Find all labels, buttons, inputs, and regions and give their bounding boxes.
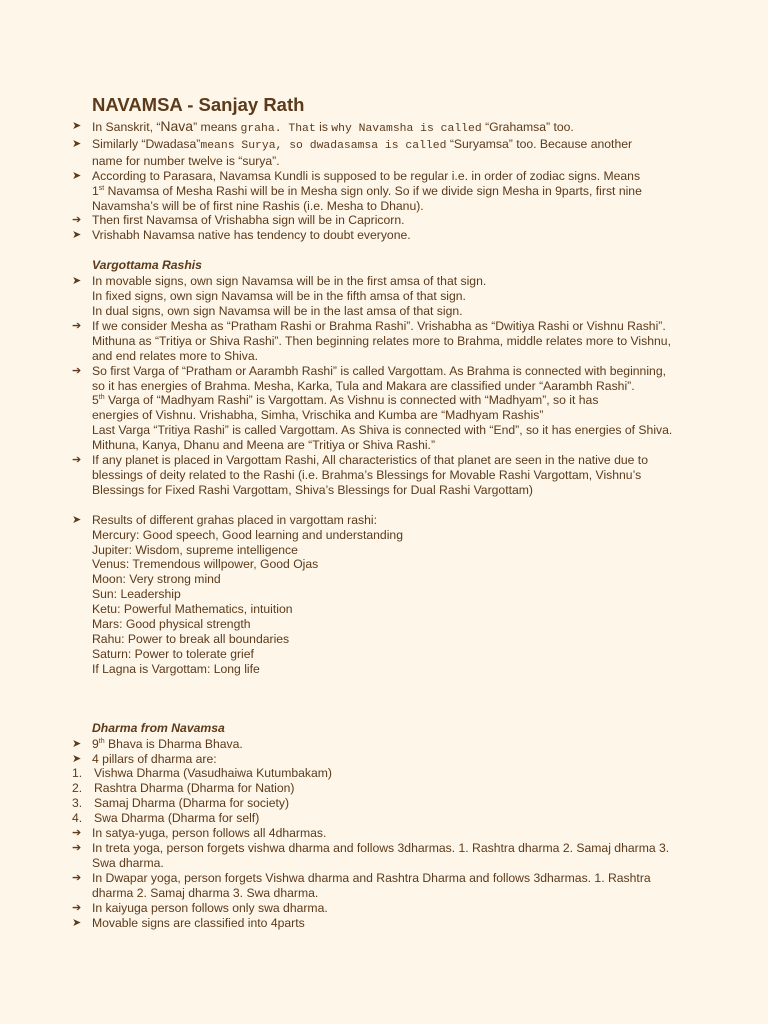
list-item: ➤ Vrishabh Navamsa native has tendency to doubt everyone. (72, 228, 411, 243)
arrow-bullet-icon: ➔ (72, 364, 82, 377)
list-item: ➔ In kaiyuga person follows only swa dharma. (72, 900, 328, 915)
section-heading-dharma: Dharma from Navamsa (92, 720, 225, 735)
arrow-bullet-icon: ➔ (72, 454, 82, 467)
result-line: Saturn: Power to tolerate grief (92, 646, 254, 661)
arrow-bullet-icon: ➔ (72, 827, 82, 840)
list-item-continuation: blessings of deity related to the Rashi (i.e. Brahma’s Blessings for Movable Rashi Vargottam, Vishnu’s (92, 467, 642, 482)
numbered-item: 1. Vishwa Dharma (Vasudhaiwa Kutumbakam) (72, 766, 332, 781)
result-line: If Lagna is Vargottam: Long life (92, 661, 260, 676)
list-item-continuation: 1st Navamsa of Mesha Rashi will be in Mesha sign only. So if we divide sign Mesha in 9parts, first nine (92, 183, 642, 198)
numbered-item: 2. Rashtra Dharma (Dharma for Nation) (72, 781, 295, 796)
list-item-continuation: In dual signs, own sign Navamsa will be in the last amsa of that sign. (92, 303, 463, 318)
result-line: Mercury: Good speech, Good learning and understanding (92, 527, 403, 542)
numbered-item: 4. Swa Dharma (Dharma for self) (72, 811, 260, 826)
document-title: NAVAMSA - Sanjay Rath (92, 94, 305, 115)
list-item: ➤ 9th Bhava is Dharma Bhava. (72, 736, 243, 751)
chevron-bullet-icon: ➤ (72, 137, 82, 150)
list-item: ➤ 4 pillars of dharma are: (72, 751, 217, 766)
spacer (82, 243, 678, 258)
list-item: ➤ In movable signs, own sign Navamsa will be in the first amsa of that sign. (72, 274, 487, 289)
list-item: ➔ If we consider Mesha as “Pratham Rashi or Brahma Rashi”. Vrishabha as “Dwitiya Rashi or Vishnu Rashi”. (72, 318, 666, 333)
list-item: ➔ If any planet is placed in Vargottam Rashi, All characteristics of that planet are seen in the native due to (72, 453, 648, 468)
spacer (82, 677, 678, 721)
chevron-bullet-icon: ➤ (72, 275, 82, 288)
result-line: Rahu: Power to break all boundaries (92, 632, 290, 646)
result-line: Moon: Very strong mind (92, 572, 221, 587)
result-line: Venus: Tremendous willpower, Good Ojas (92, 557, 319, 572)
list-item: ➤ In Sanskrit, “Nava” means graha. That is why Navamsha is called “Grahamsa” too. (72, 118, 574, 135)
list-item-continuation: so it has energies of Brahma. Mesha, Karka, Tula and Makara are classified under “Aarambh Rashi”. (92, 378, 635, 393)
list-item: ➔ In satya-yuga, person follows all 4dharmas. (72, 826, 327, 841)
numbered-item: 3. Samaj Dharma (Dharma for society) (72, 796, 290, 811)
list-item-continuation: and end relates more to Shiva. (92, 348, 258, 363)
arrow-bullet-icon: ➔ (72, 841, 82, 854)
list-item-continuation: Swa dharma. (92, 855, 164, 870)
list-item-continuation: Navamsha’s will be of first nine Rashis (i.e. Mesha to Dhanu). (92, 198, 424, 213)
chevron-bullet-icon: ➤ (72, 513, 82, 526)
section-heading-vargottama: Vargottama Rashis (92, 258, 202, 273)
list-item: ➔ In Dwapar yoga, person forgets Vishwa dharma and Rashtra Dharma and follows 3dharmas. 1. Rashtra (72, 870, 651, 885)
chevron-bullet-icon: ➤ (72, 120, 82, 132)
arrow-bullet-icon: ➔ (72, 871, 82, 884)
arrow-bullet-icon: ➔ (72, 319, 82, 332)
list-item-continuation: 5th Varga of “Madhyam Rashi” is Vargottam. As Vishnu is connected with “Madhyam”, so it has (92, 393, 599, 408)
result-line: Ketu: Powerful Mathematics, intuition (92, 602, 293, 617)
list-item-continuation: Blessings for Fixed Rashi Vargottam, Shiva’s Blessings for Dual Rashi Vargottam) (92, 482, 533, 497)
chevron-bullet-icon: ➤ (72, 752, 82, 765)
list-item: ➔ So first Varga of “Pratham or Aarambh Rashi” is called Vargottam. As Brahma is connected with beginning, (72, 363, 666, 378)
chevron-bullet-icon: ➤ (72, 169, 82, 182)
result-line: Mars: Good physical strength (92, 617, 251, 632)
chevron-bullet-icon: ➤ (72, 737, 82, 750)
list-item: ➤ Similarly “Dwadasa”means Surya, so dwadasamsa is called “Suryamsa” too. Because another (72, 136, 633, 152)
chevron-bullet-icon: ➤ (72, 916, 82, 929)
list-item-continuation: name for number twelve is “surya”. (92, 153, 280, 168)
chevron-bullet-icon: ➤ (72, 229, 82, 242)
list-item: ➔ In treta yoga, person forgets vishwa dharma and follows 3dharmas. 1. Rashtra dharma 2. Samaj dharma 3. (72, 840, 670, 855)
list-item: ➤ According to Parasara, Navamsa Kundli is supposed to be regular i.e. in order of zodiac signs. Means (72, 168, 641, 183)
list-item-continuation: dharma 2. Samaj dharma 3. Swa dharma. (92, 885, 319, 900)
spacer (82, 498, 678, 513)
arrow-bullet-icon: ➔ (72, 901, 82, 914)
list-item: ➔ Then first Navamsa of Vrishabha sign will be in Capricorn. (72, 213, 405, 228)
list-item: ➤ Movable signs are classified into 4parts (72, 915, 305, 930)
result-line: Sun: Leadership (92, 587, 181, 602)
list-item-continuation: energies of Vishnu. Vrishabha, Simha, Vrischika and Kumba are “Madhyam Rashis” (92, 408, 544, 423)
list-item-continuation: Mithuna, Kanya, Dhanu and Meena are “Tritiya or Shiva Rashi.” (92, 438, 435, 453)
list-item-continuation: Mithuna as “Tritiya or Shiva Rashi”. Then beginning relates more to Brahma, middle relates more to Vishnu, (92, 333, 671, 348)
result-line: Jupiter: Wisdom, supreme intelligence (92, 542, 298, 557)
arrow-bullet-icon: ➔ (72, 214, 82, 227)
list-item: ➤ Results of different grahas placed in vargottam rashi: (72, 512, 377, 527)
list-item-continuation: Last Varga “Tritiya Rashi” is called Vargottam. As Shiva is connected with “End”, so it has energies of Shiva. (92, 423, 673, 438)
list-item-continuation: In fixed signs, own sign Navamsa will be in the fifth amsa of that sign. (92, 289, 466, 304)
